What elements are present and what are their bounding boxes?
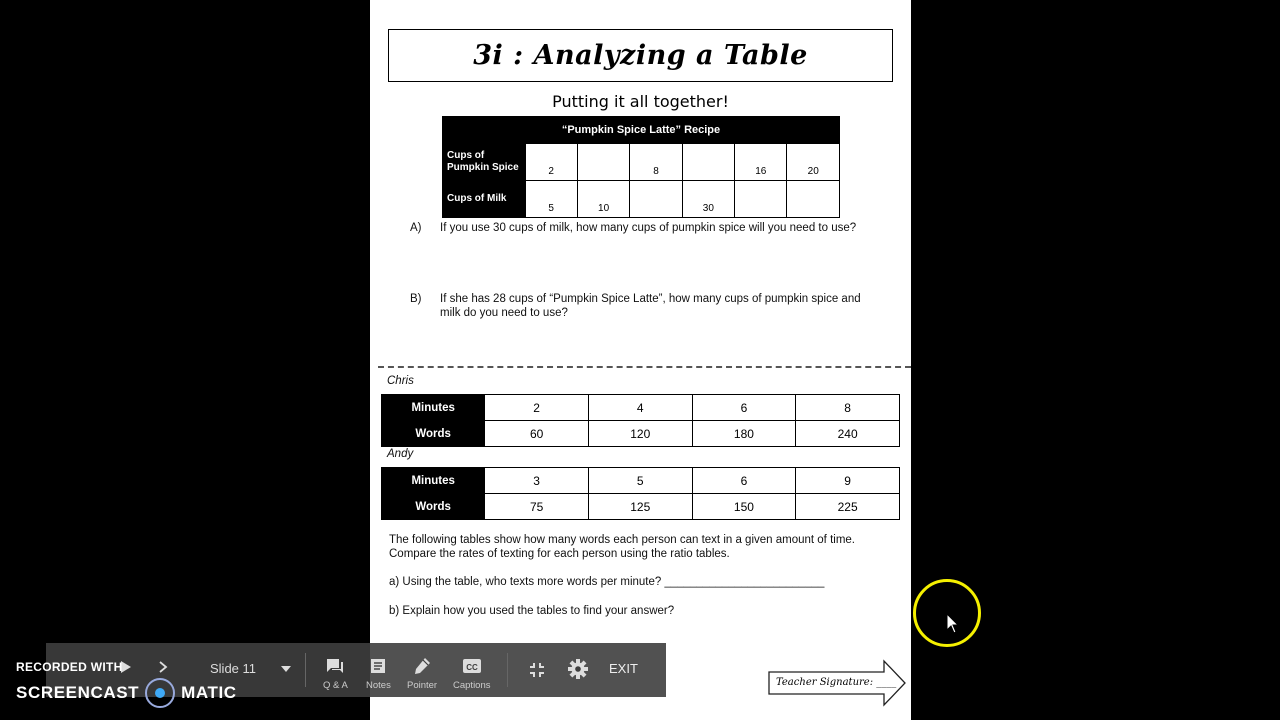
question-text: If she has 28 cups of “Pumpkin Spice Latte”, how many cups of pumpkin spice and milk do you need to use? bbox=[440, 293, 861, 319]
table-cell: 150 bbox=[692, 494, 796, 520]
table-cell bbox=[787, 181, 840, 218]
mouse-cursor-icon bbox=[946, 613, 960, 635]
toolbar-divider bbox=[507, 653, 508, 687]
chat-icon bbox=[326, 658, 344, 674]
question-text: If you use 30 cups of milk, how many cups of pumpkin spice will you need to use? bbox=[440, 222, 857, 234]
question-words-per-minute: a) Using the table, who texts more words per minute? _________________________ bbox=[389, 576, 825, 588]
captions-icon bbox=[462, 658, 482, 674]
qa-button[interactable]: Q & A bbox=[323, 655, 348, 691]
dashed-divider bbox=[378, 366, 911, 368]
chris-label: Chris bbox=[387, 375, 414, 387]
table-cell: 60 bbox=[485, 421, 589, 447]
table-cell: 240 bbox=[796, 421, 900, 447]
table-row bbox=[382, 494, 900, 520]
table-cell: 30 bbox=[682, 181, 734, 218]
table-row bbox=[382, 468, 900, 494]
table-cell: 5 bbox=[588, 468, 692, 494]
table-cell: 225 bbox=[796, 494, 900, 520]
table-cell: 180 bbox=[692, 421, 796, 447]
table-row bbox=[382, 421, 900, 447]
brand-left: SCREENCAST bbox=[16, 683, 140, 702]
teacher-signature bbox=[768, 658, 908, 713]
screencast-watermark bbox=[16, 660, 237, 709]
table-cell: 8 bbox=[630, 144, 682, 181]
table-row bbox=[443, 181, 840, 218]
title-box bbox=[388, 29, 893, 82]
exit-fullscreen-icon bbox=[529, 662, 545, 678]
chris-table bbox=[381, 394, 900, 447]
slide-page bbox=[370, 0, 911, 720]
row-label: Cups of Milk bbox=[443, 181, 526, 218]
row-label: Words bbox=[382, 421, 485, 447]
page-subtitle: Putting it all together! bbox=[552, 92, 729, 111]
table-cell: 3 bbox=[485, 468, 589, 494]
table-cell: 120 bbox=[588, 421, 692, 447]
table-cell bbox=[735, 181, 787, 218]
table-row bbox=[382, 395, 900, 421]
page-title: 3i : Analyzing a Table bbox=[473, 40, 808, 71]
slide-label: Slide 11 bbox=[210, 661, 257, 676]
gear-icon bbox=[567, 658, 589, 680]
table-cell: 6 bbox=[692, 395, 796, 421]
instructions-paragraph: The following tables show how many words each person can text in a given amount of time. Compare the rates of texting for each person using the ratio tables. bbox=[389, 534, 855, 560]
row-label: Minutes bbox=[382, 395, 485, 421]
row-label: Minutes bbox=[382, 468, 485, 494]
exit-fullscreen-button[interactable] bbox=[529, 659, 545, 681]
table-cell bbox=[630, 181, 682, 218]
table-cell bbox=[577, 144, 629, 181]
table-cell bbox=[682, 144, 734, 181]
notes-button[interactable]: Notes bbox=[366, 655, 391, 691]
row-label: Words bbox=[382, 494, 485, 520]
table-cell: 2 bbox=[525, 144, 577, 181]
screencastomatic-logo bbox=[16, 677, 237, 709]
question-b bbox=[410, 292, 882, 320]
settings-button[interactable] bbox=[567, 658, 589, 680]
table-cell: 9 bbox=[796, 468, 900, 494]
table-cell: 4 bbox=[588, 395, 692, 421]
recipe-table bbox=[442, 116, 840, 218]
question-explain: b) Explain how you used the tables to find your answer? bbox=[389, 605, 675, 617]
record-dot-icon bbox=[144, 677, 176, 709]
svg-text:CC: CC bbox=[465, 663, 478, 672]
pointer-button[interactable]: Pointer bbox=[407, 655, 437, 691]
exit-button[interactable]: EXIT bbox=[609, 661, 638, 676]
caret-down-icon bbox=[280, 665, 292, 673]
table-cell: 6 bbox=[692, 468, 796, 494]
table-cell: 8 bbox=[796, 395, 900, 421]
teacher-signature-label: Teacher Signature: ____ bbox=[776, 677, 897, 688]
table-cell: 2 bbox=[485, 395, 589, 421]
table-cell: 10 bbox=[577, 181, 629, 218]
andy-table bbox=[381, 467, 900, 520]
row-label: Cups of Pumpkin Spice bbox=[443, 144, 526, 181]
table-cell: 16 bbox=[735, 144, 787, 181]
question-letter: B) bbox=[410, 293, 422, 305]
question-letter: A) bbox=[410, 222, 422, 234]
recorded-with-label: RECORDED WITH bbox=[16, 660, 123, 674]
table-cell: 20 bbox=[787, 144, 840, 181]
table-cell: 75 bbox=[485, 494, 589, 520]
table-cell: 125 bbox=[588, 494, 692, 520]
table-cell: 5 bbox=[525, 181, 577, 218]
recipe-table-header: “Pumpkin Spice Latte” Recipe bbox=[443, 117, 840, 144]
question-a bbox=[410, 221, 882, 235]
table-row bbox=[443, 144, 840, 181]
captions-button[interactable]: CC Captions bbox=[453, 655, 491, 691]
pointer-icon bbox=[413, 657, 431, 675]
toolbar-divider bbox=[305, 653, 306, 687]
notes-icon bbox=[370, 658, 386, 674]
brand-right: MATIC bbox=[181, 683, 237, 702]
andy-label: Andy bbox=[387, 448, 414, 460]
